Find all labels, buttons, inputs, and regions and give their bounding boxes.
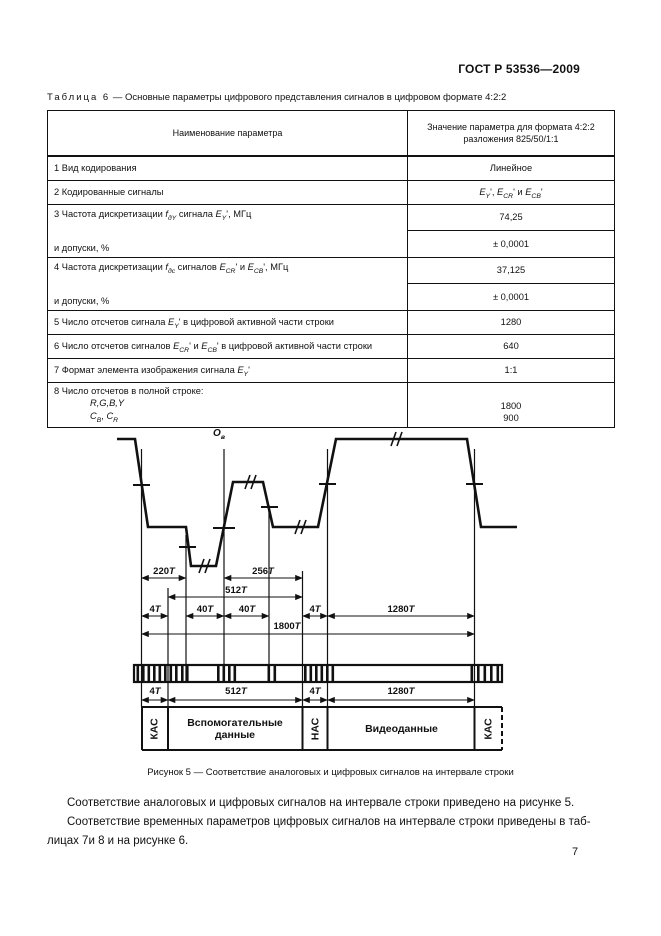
param-value-cell: $E_Y'$, $E_{CR}'$ и $E_{CB}'$ (408, 180, 615, 204)
param-value-line2: 900 (503, 413, 519, 423)
param-name-line2: и допуски, % (54, 242, 110, 253)
column-header-parameter: Наименование параметра (48, 111, 408, 157)
guide-lines (142, 449, 475, 707)
page-number: 7 (571, 846, 579, 858)
param-value-cell: 1:1 (408, 358, 615, 382)
param-value-cell: 640 (408, 334, 615, 358)
dimension-label-512t: 512T (225, 585, 247, 596)
interval-box-label: КАС (482, 717, 495, 740)
table-title-text: — Основные параметры цифрового представления сигналов в цифровом формате 4:2:2 (112, 92, 507, 103)
param-name-cell: 1 Вид кодирования (48, 156, 408, 180)
param-name-cell: 5 Число отсчетов сигнала $E_Y'$ в цифровой активной части строки (48, 310, 408, 334)
param-name-line2: R,G,B,Y (90, 398, 125, 408)
dimension-label-4t: 4T (309, 686, 321, 697)
interval-box-eav-right (475, 707, 502, 750)
paragraph-line: Соответствие временных параметров цифровых сигналов на интервале строки приведены в таб- (67, 816, 591, 828)
paragraph (47, 813, 614, 851)
sample-bars (137, 666, 500, 681)
interval-box-label: КАС (148, 717, 161, 740)
interval-box-video-data (328, 707, 475, 750)
param-value-cell: ± 0,0001 (408, 284, 615, 311)
dimension-label-4t: 4T (149, 686, 161, 697)
param-value-cell: 37,125 (408, 257, 615, 284)
dimension-label-40t: 40T (238, 604, 256, 615)
param-name-cell: 2 Кодированные сигналы (48, 180, 408, 204)
param-value-cell: Линейное (408, 156, 615, 180)
dimension-label-220t: 220T (153, 566, 175, 577)
param-name-line1: 3 Частота дискретизации $f_{дY}$ сигнала $E_Y'$, МГц (54, 208, 252, 222)
analog-waveform (117, 439, 517, 566)
param-value-cell: 74,25 (408, 204, 615, 231)
standard-designation: ГОСТ Р 53536—2009 (458, 62, 580, 76)
dimension-label-4t: 4T (309, 604, 321, 615)
interval-box-label: Вспомогательные данные (187, 716, 283, 741)
param-name-line1: 4 Частота дискретизации $f_{дс}$ сигналов $E_{CR}'$ и $E_{CB}'$, МГц (54, 261, 289, 275)
paragraph-line: лицах 7и 8 и на рисунке 6. (47, 835, 189, 847)
sample-strip (134, 665, 502, 682)
param-name-line3: $C_B$, $C_R$ (90, 410, 119, 424)
param-value-line1: 1800 (500, 400, 522, 411)
param-name-line1: 8 Число отсчетов в полной строке: (54, 385, 204, 396)
dimension-label-40t: 40T (196, 604, 214, 615)
interval-box-eav-left (142, 707, 168, 750)
interval-box-sav (302, 707, 328, 750)
dimension-label-1800t: 1800T (273, 621, 301, 632)
reference-point-label: $O_в$ (213, 428, 225, 441)
param-name-cell: 7 Формат элемента изображения сигнала $E_Y'$ (48, 358, 408, 382)
body-text (47, 794, 614, 851)
dimension-label-1280t: 1280T (387, 604, 415, 615)
dimension-label-1280t: 1280T (387, 686, 415, 697)
param-name-line2: и допуски, % (54, 295, 110, 306)
table-number: Таблица 6 (47, 92, 111, 103)
interval-box-aux-data (168, 707, 302, 750)
column-header-value-line2: разложения 825/50/1:1 (463, 134, 559, 144)
param-value-cell: 1280 (408, 310, 615, 334)
paragraph: Соответствие аналоговых и цифровых сигналов на интервале строки приведено на рисунке 5. (67, 797, 575, 809)
param-value-cell: ± 0,0001 (408, 231, 615, 258)
param-name-cell: 6 Число отсчетов сигналов $E_{CR}'$ и $E_{CB}'$ в цифровой активной части строки (48, 334, 408, 358)
column-header-value-line1: Значение параметра для формата 4:2:2 (427, 122, 595, 132)
interval-box-label: НАС (309, 717, 321, 740)
dimension-label-512t: 512T (225, 686, 247, 697)
interval-box-label: Видеоданные (365, 722, 438, 735)
dimension-label-256t: 256T (252, 566, 274, 577)
dimension-label-4t: 4T (149, 604, 161, 615)
figure-caption: Рисунок 5 — Соответствие аналоговых и цифровых сигналов на интервале строки (147, 767, 514, 778)
